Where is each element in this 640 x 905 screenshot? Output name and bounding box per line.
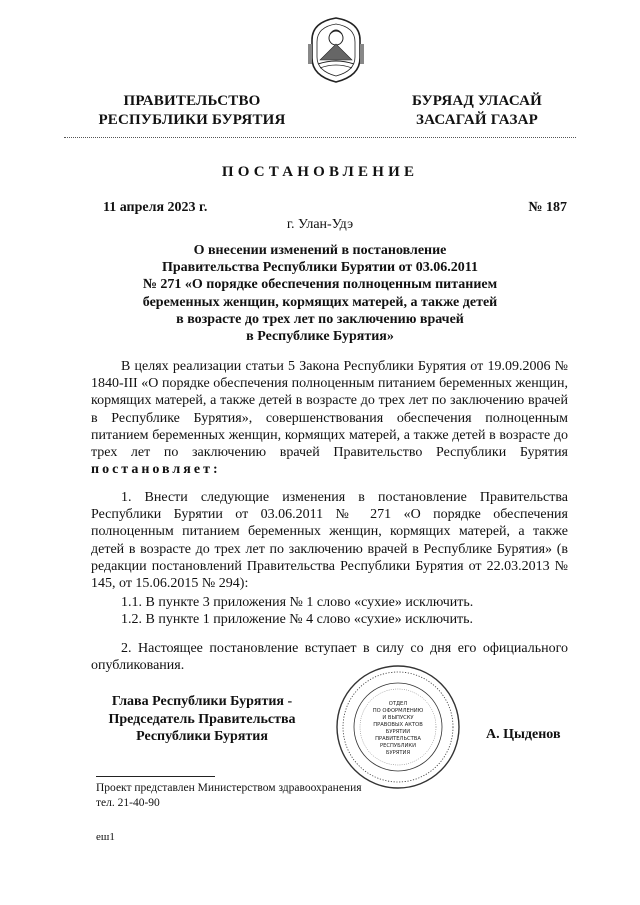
footer-line2: тел. 21-40-90 bbox=[96, 797, 160, 809]
header-left-line2: РЕСПУБЛИКИ БУРЯТИЯ bbox=[98, 112, 286, 128]
footer-note bbox=[96, 781, 362, 811]
header-divider bbox=[64, 137, 576, 138]
seal-line: ПРАВОВЫХ АКТОВ bbox=[373, 722, 423, 728]
document-title bbox=[110, 242, 530, 345]
seal-line: БУРЯТИЯ bbox=[385, 750, 411, 756]
official-seal bbox=[334, 663, 462, 791]
item-1-2: 1.2. В пункте 1 приложение № 4 слово «сухие» исключить. bbox=[121, 612, 474, 627]
signatory-title-line3: Республики Бурятия bbox=[136, 729, 268, 744]
title-line: № 271 «О порядке обеспечения полноценным питанием bbox=[142, 277, 498, 293]
decree-word: постановляет: bbox=[91, 462, 221, 478]
preamble-paragraph bbox=[91, 358, 568, 478]
item-1-1: 1.1. В пункте 3 приложения № 1 слово «сухие» исключить. bbox=[121, 595, 474, 610]
header-right-line1: БУРЯАД УЛАСАЙ bbox=[411, 93, 543, 109]
preamble-text: В целях реализации статьи 5 Закона Республики Бурятия от 19.09.2006 № 1840-III «О порядке обеспечения полноценным питанием беременных женщин, кормящих матерей, а также детей в возрасте до трех лет по заключению врачей в Республике Бурятия», совершенствования обеспечения полноценным питанием беременных женщин, кормящих матерей, а также детей в возрасте до трех лет по заключению врачей Правительство Республики Бурятия bbox=[91, 359, 568, 461]
signatory-title-line1: Глава Республики Бурятия - bbox=[111, 694, 293, 709]
signatory-name: А. Цыденов bbox=[486, 727, 561, 742]
header-right-line2: ЗАСАГАЙ ГАЗАР bbox=[416, 112, 538, 128]
header-right bbox=[402, 92, 552, 130]
header-left bbox=[92, 92, 292, 130]
document-number: № 187 bbox=[528, 200, 567, 215]
footer-code: еш1 bbox=[96, 831, 115, 843]
coat-of-arms-emblem bbox=[304, 14, 368, 84]
seal-line: ПО ОФОРМЛЕНИЮ bbox=[372, 708, 424, 714]
item-1: 1. Внести следующие изменения в постановление Правительства Республики Бурятии от 03.06.2011 № 271 «О порядке обеспечения полноценным питанием беременных женщин, кормящих матерей, а также детей в возрасте до трех лет по заключению врачей в Республике Бурятия» (в редакции постановлений Правительства Республики Бурятия от 22.03.2013 № 145, от 15.06.2015 № 294): bbox=[91, 490, 568, 592]
document-date: 11 апреля 2023 г. bbox=[103, 200, 208, 215]
title-line: О внесении изменений в постановление bbox=[193, 243, 447, 258]
seal-line: РЕСПУБЛИКИ bbox=[380, 743, 416, 749]
item-2: 2. Настоящее постановление вступает в силу со дня его официального опубликования. bbox=[91, 641, 568, 674]
signatory-title bbox=[96, 693, 308, 746]
title-line: в возрасте до трех лет по заключению врачей bbox=[176, 311, 464, 327]
header-left-line1: ПРАВИТЕЛЬСТВО bbox=[123, 93, 261, 109]
document-type: ПОСТАНОВЛЕНИЕ bbox=[221, 164, 419, 180]
title-line: Правительства Республики Бурятии от 03.06.2011 bbox=[161, 260, 479, 276]
seal-line: ОТДЕЛ bbox=[388, 701, 408, 707]
footer-line1: Проект представлен Министерством здравоохранения bbox=[96, 782, 362, 794]
seal-line: БУРЯТИИ bbox=[385, 729, 411, 735]
footer-divider bbox=[96, 776, 215, 777]
seal-line: И ВЫПУСКУ bbox=[382, 715, 414, 721]
title-line: в Республике Бурятия» bbox=[246, 329, 394, 345]
document-city: г. Улан-Удэ bbox=[286, 217, 354, 232]
title-line: беременных женщин, кормящих матерей, а также детей bbox=[142, 294, 498, 310]
signatory-title-line2: Председатель Правительства bbox=[108, 711, 296, 727]
seal-line: ПРАВИТЕЛЬСТВА bbox=[375, 736, 421, 742]
